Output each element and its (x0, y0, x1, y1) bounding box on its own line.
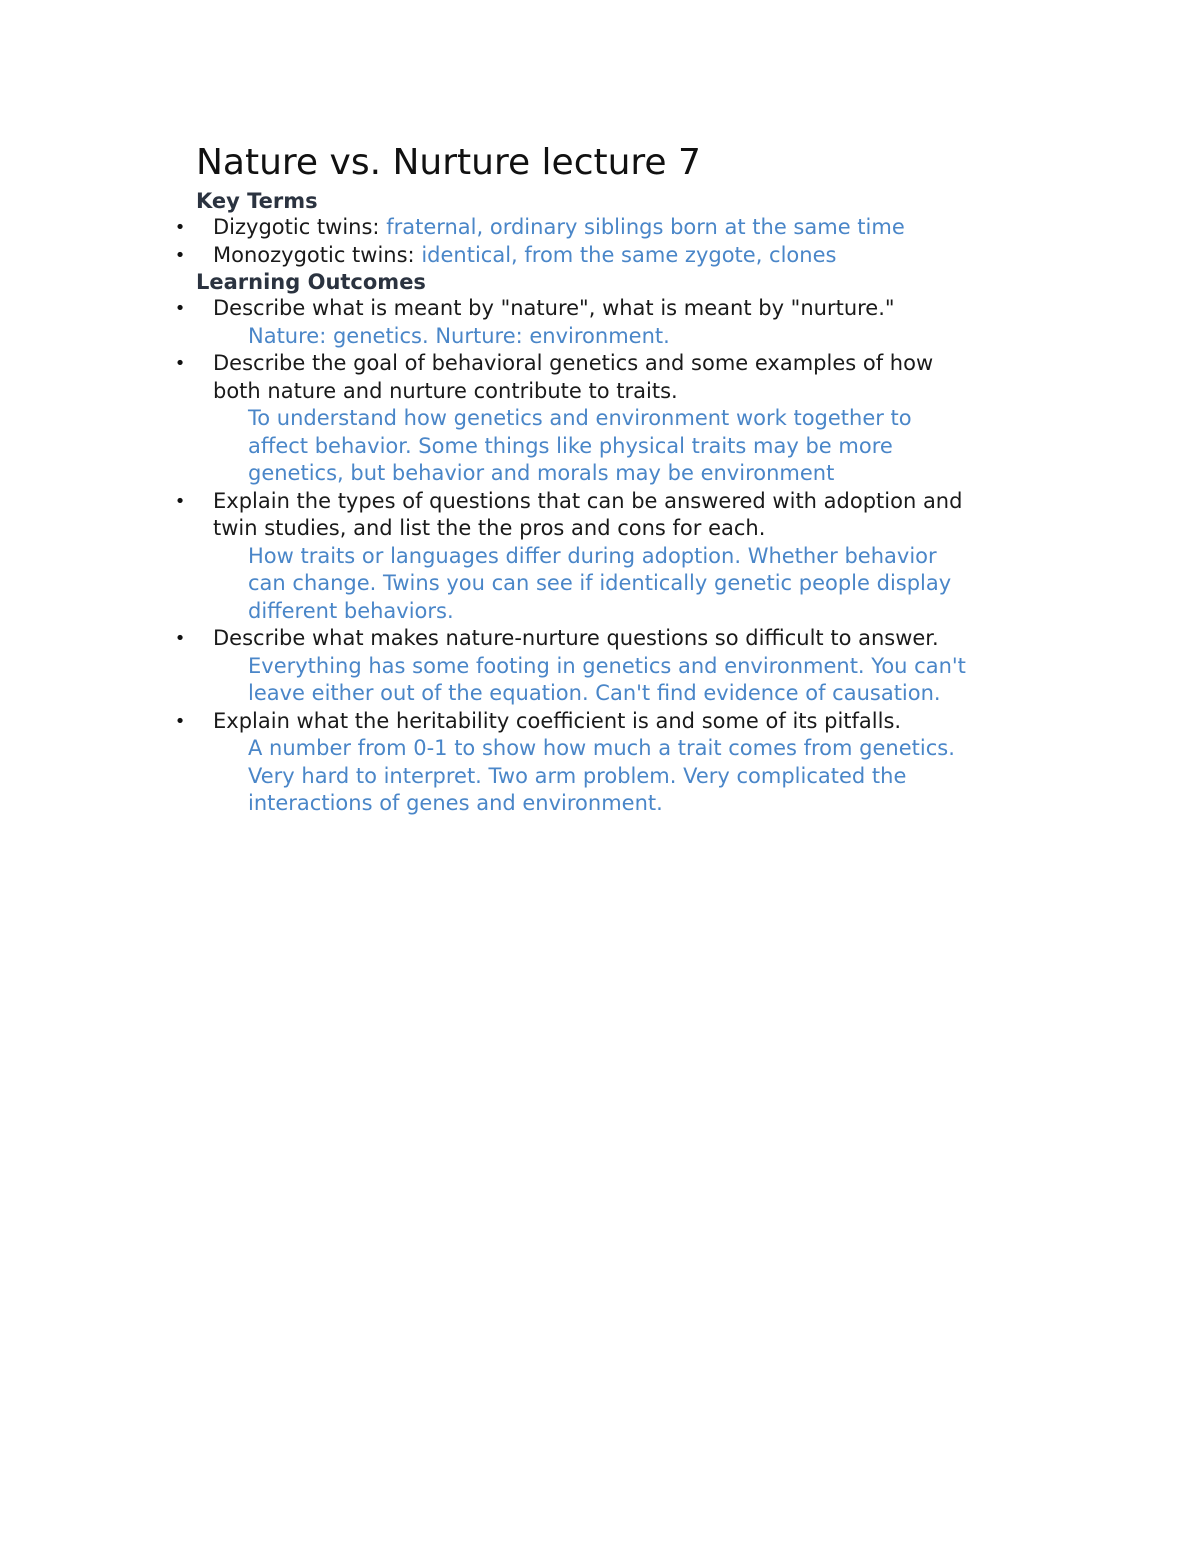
learning-outcome-item (174, 708, 1063, 818)
document-body (0, 188, 1200, 818)
outcome-question: Describe what is meant by "nature", what is meant by "nurture." (213, 296, 895, 320)
outcome-answer: Everything has some footing in genetics and environment. You can't leave either out of the equation. Can't find evidence of causation. (248, 653, 966, 705)
key-term-label: Dizygotic twins: (213, 215, 380, 239)
learning-outcome-item (174, 350, 1063, 488)
learning-outcomes-list (0, 295, 1200, 818)
bullet-icon: • (174, 710, 186, 732)
learning-outcome-item (174, 488, 1063, 626)
outcome-question: Explain what the heritability coefficient is and some of its pitfalls. (213, 708, 902, 733)
outcome-answer: How traits or languages differ during adoption. Whether behavior can change. Twins you can see if identically genetic people display different behaviors. (248, 543, 952, 623)
outcome-answer: A number from 0-1 to show how much a trait comes from genetics. Very hard to interpret. Two arm problem. Very complicated the interactions of genes and environment. (248, 736, 955, 815)
bullet-icon: • (174, 490, 186, 512)
outcome-answer: To understand how genetics and environment work together to affect behavior. Some things like physical traits may be more genetics, but behavior and morals may be environment (248, 406, 912, 485)
key-terms-list (0, 214, 1200, 269)
bullet-icon: • (174, 244, 186, 266)
bullet-icon: • (174, 628, 186, 649)
bullet-icon: • (174, 298, 186, 319)
outcome-answer: Nature: genetics. Nurture: environment. (248, 323, 670, 348)
bullet-icon: • (174, 353, 186, 374)
key-term-label: Monozygotic twins: (213, 242, 415, 267)
learning-outcome-item (174, 295, 1063, 350)
learning-outcomes-heading: Learning Outcomes (196, 270, 426, 294)
outcome-question: Explain the types of questions that can be answered with adoption and twin studies, and list the the pros and cons for each. (213, 488, 963, 540)
key-term-definition: fraternal, ordinary siblings born at the same time (386, 215, 905, 239)
bullet-icon: • (174, 217, 186, 238)
key-term-item (174, 242, 1063, 270)
outcome-question: Describe the goal of behavioral genetics and some examples of how both nature and nurture contribute to traits. (213, 351, 934, 403)
outcome-question: Describe what makes nature-nurture questions so difficult to answer. (213, 626, 939, 650)
learning-outcome-item (174, 625, 1063, 708)
key-term-item (174, 214, 1063, 242)
key-term-definition: identical, from the same zygote, clones (421, 242, 837, 267)
page-title: Nature vs. Nurture lecture 7 (196, 142, 701, 183)
key-terms-heading: Key Terms (196, 189, 318, 213)
